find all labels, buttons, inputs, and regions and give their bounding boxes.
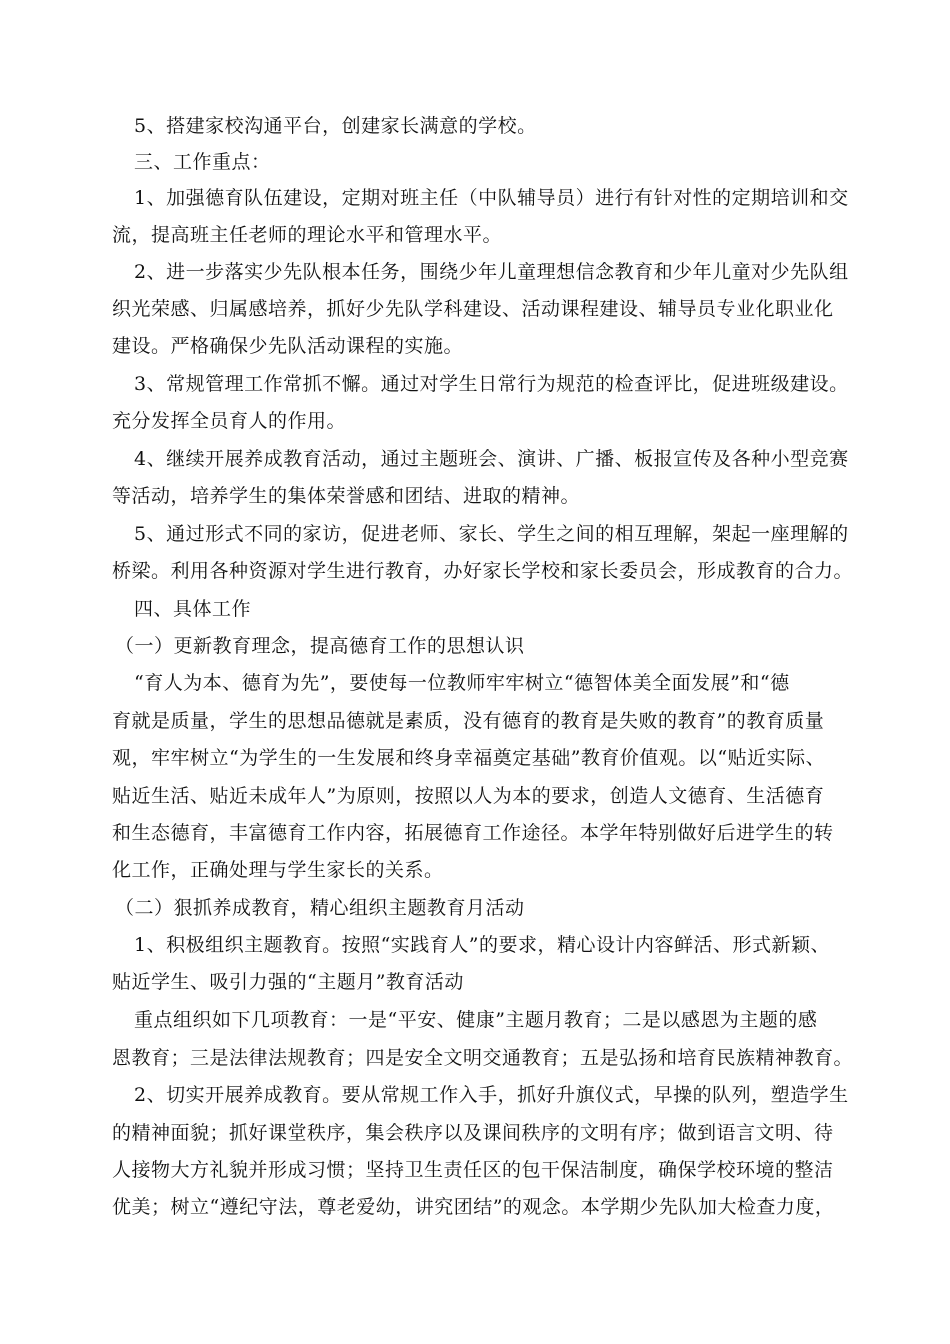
paragraph-line: 2、进一步落实少先队根本任务，围绕少年儿童理想信念教育和少年儿童对少先队组 (134, 261, 849, 283)
paragraph-line: 重点组织如下几项教育：一是“平安、健康”主题月教育；二是以感恩为主题的感 (134, 1009, 818, 1031)
paragraph-line: 化工作，正确处理与学生家长的关系。 (112, 859, 444, 881)
paragraph-line: 5、通过形式不同的家访，促进老师、家长、学生之间的相互理解，架起一座理解的 (134, 523, 849, 545)
paragraph-line: 贴近学生、吸引力强的“主题月”教育活动 (112, 971, 464, 993)
paragraph-line: 建设。严格确保少先队活动课程的实施。 (112, 335, 464, 357)
paragraph-line: 育就是质量，学生的思想品德就是素质，没有德育的教育是失败的教育”的教育质量 (112, 710, 825, 732)
paragraph-line: 桥梁。利用各种资源对学生进行教育，办好家长学校和家长委员会，形成教育的合力。 (112, 560, 854, 582)
paragraph-line: 观，牢牢树立“为学生的一生发展和终身幸福奠定基础”教育价值观。以“贴近实际、 (112, 747, 826, 769)
section-heading: 三、工作重点： (134, 151, 271, 173)
subsection-heading: （二）狠抓养成教育，精心组织主题教育月活动 (115, 897, 525, 919)
paragraph-line: 人接物大方礼貌并形成习惯；坚持卫生责任区的包干保洁制度，确保学校环境的整洁 (112, 1159, 834, 1181)
paragraph-line: 流，提高班主任老师的理论水平和管理水平。 (112, 224, 503, 246)
paragraph-line: 织光荣感、归属感培养，抓好少先队学科建设、活动课程建设、辅导员专业化职业化 (112, 298, 834, 320)
paragraph-line: 和生态德育，丰富德育工作内容，拓展德育工作途径。本学年特别做好后进学生的转 (112, 822, 834, 844)
paragraph-line: 恩教育；三是法律法规教育；四是安全文明交通教育；五是弘扬和培育民族精神教育。 (112, 1047, 854, 1069)
paragraph-line: 3、常规管理工作常抓不懈。通过对学生日常行为规范的检查评比，促进班级建设。 (134, 373, 849, 395)
paragraph-line: “育人为本、德育为先”，要使每一位教师牢牢树立“德智体美全面发展”和“德 (134, 672, 790, 694)
section-heading: 四、具体工作 (134, 598, 252, 620)
paragraph-line: 1、加强德育队伍建设，定期对班主任（中队辅导员）进行有针对性的定期培训和交 (134, 187, 849, 209)
paragraph-line: 充分发挥全员育人的作用。 (112, 410, 347, 432)
paragraph-line: 5、搭建家校沟通平台，创建家长满意的学校。 (134, 115, 537, 137)
subsection-heading: （一）更新教育理念，提高德育工作的思想认识 (115, 635, 525, 657)
paragraph-line: 等活动，培养学生的集体荣誉感和团结、进取的精神。 (112, 485, 581, 507)
paragraph-line: 优美；树立“遵纪守法，尊老爱幼，讲究团结”的观念。本学期少先队加大检查力度， (112, 1196, 835, 1218)
paragraph-line: 的精神面貌；抓好课堂秩序，集会秩序以及课间秩序的文明有序；做到语言文明、待 (112, 1122, 834, 1144)
paragraph-line: 2、切实开展养成教育。要从常规工作入手，抓好升旗仪式，早操的队列，塑造学生 (134, 1084, 849, 1106)
paragraph-line: 1、积极组织主题教育。按照“实践育人”的要求，精心设计内容鲜活、形式新颖、 (134, 934, 831, 956)
paragraph-line: 贴近生活、贴近未成年人”为原则，按照以人为本的要求，创造人文德育、生活德育 (112, 785, 825, 807)
paragraph-line: 4、继续开展养成教育活动，通过主题班会、演讲、广播、板报宣传及各种小型竞赛 (134, 448, 849, 470)
